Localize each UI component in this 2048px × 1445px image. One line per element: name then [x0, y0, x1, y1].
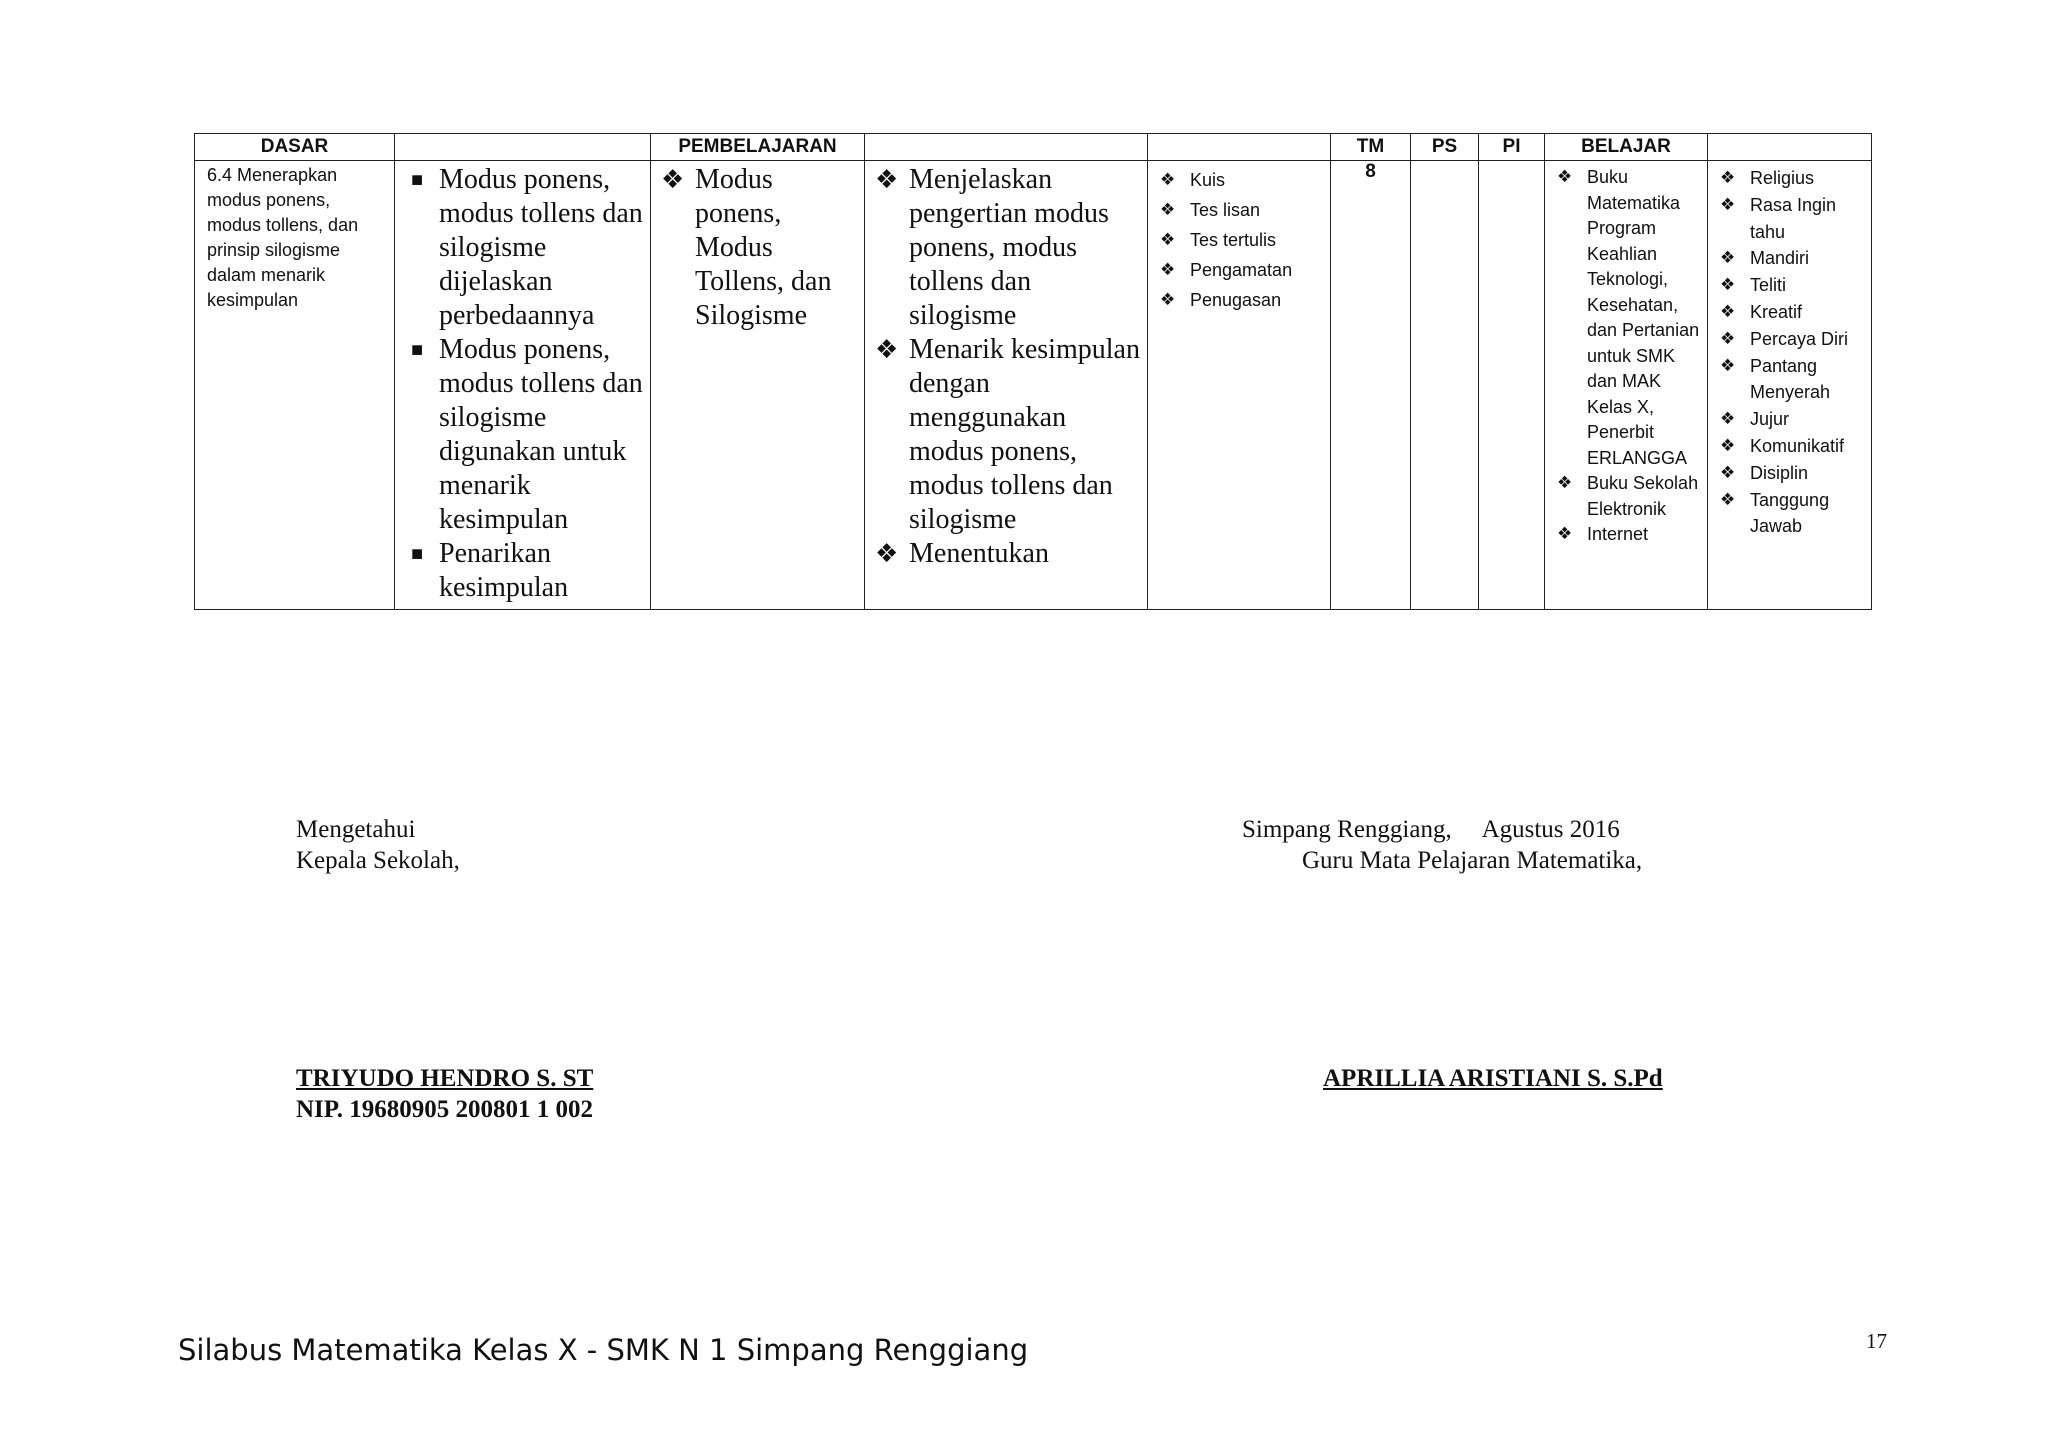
list-item: ❖ Buku Matematika Program Keahlian Teknologi, Kesehatan, dan Pertanian untuk SMK dan MAK Kelas X, Penerbit ERLANGGA [1557, 167, 1700, 468]
cell-ps [1411, 161, 1479, 610]
diamond-bullet-icon: ❖ [1557, 524, 1573, 544]
list-item: ❖ Penugasan [1160, 285, 1326, 315]
sumber-list [1545, 161, 1707, 548]
list-item: ❖ Tes lisan [1160, 195, 1326, 225]
diamond-bullet-icon: ❖ [1720, 328, 1736, 349]
footer-title: Silabus Matematika Kelas X - SMK N 1 Simpang Renggiang [178, 1333, 1029, 1367]
place-date: Simpang Renggiang, Agustus 2016 [1242, 816, 1620, 843]
cell-penilaian [1148, 161, 1331, 610]
diamond-bullet-icon: ❖ [1720, 409, 1736, 430]
left-signature-header [296, 814, 460, 876]
square-bullet-icon: ■ [411, 543, 424, 565]
diamond-bullet-icon: ❖ [875, 335, 899, 365]
diamond-bullet-icon: ❖ [1720, 275, 1736, 296]
cell-materi [651, 161, 865, 610]
square-bullet-icon: ■ [411, 169, 424, 191]
list-item: ❖ Menarik kesimpulan dengan menggunakan modus ponens, modus tollens dan silogisme [875, 334, 1140, 535]
guru-name: APRILLIA ARISTIANI S. S.Pd [1323, 1065, 1663, 1092]
list-item: ■ Modus ponens, modus tollens dan silogisme digunakan untuk menarik kesimpulan [411, 334, 643, 535]
cell-karakter [1708, 161, 1872, 610]
diamond-bullet-icon: ❖ [1720, 301, 1736, 322]
diamond-bullet-icon: ❖ [875, 539, 899, 569]
square-bullet-icon: ■ [411, 339, 424, 361]
karakter-list [1708, 161, 1871, 540]
kepala-sekolah-label: Kepala Sekolah, [296, 847, 460, 874]
list-item: ❖ Rasa Ingin tahu [1720, 192, 1867, 246]
list-item: ❖ Menjelaskan pengertian modus ponens, modus tollens dan silogisme [875, 164, 1109, 331]
table-row [195, 161, 1872, 610]
diamond-bullet-icon: ❖ [1720, 168, 1736, 188]
penilaian-list [1148, 161, 1330, 315]
cell-indikator [395, 161, 651, 610]
mengetahui-label: Mengetahui [296, 816, 416, 843]
diamond-bullet-icon: ❖ [1720, 489, 1736, 510]
diamond-bullet-icon: ❖ [875, 165, 899, 195]
diamond-bullet-icon: ❖ [1160, 230, 1176, 250]
diamond-bullet-icon: ❖ [1720, 462, 1736, 483]
list-item: ❖ Mandiri [1720, 245, 1867, 272]
header-pembelajaran: PEMBELAJARAN [651, 134, 865, 161]
list-item: ❖ Tanggung Jawab [1720, 487, 1867, 541]
kegiatan-list [865, 161, 1147, 571]
table-header-row [195, 134, 1872, 161]
list-item: ❖ Religius [1720, 165, 1867, 192]
diamond-bullet-icon: ❖ [1720, 194, 1736, 215]
header-dasar: DASAR [195, 134, 395, 161]
list-item: ❖ Internet [1557, 522, 1703, 548]
header-ps: PS [1411, 134, 1479, 161]
list-item: ❖ Pengamatan [1160, 255, 1326, 285]
list-item: ❖ Percaya Diri [1720, 326, 1867, 353]
list-item: ❖ Komunikatif [1720, 433, 1867, 460]
list-item: ■ Modus ponens, modus tollens dan silogisme dijelaskan perbedaannya [411, 164, 643, 331]
list-item: ❖ Disiplin [1720, 460, 1867, 487]
diamond-bullet-icon: ❖ [1160, 260, 1176, 280]
list-item: ❖ Tes tertulis [1160, 225, 1326, 255]
diamond-bullet-icon: ❖ [1720, 355, 1736, 376]
diamond-bullet-icon: ❖ [1720, 435, 1736, 456]
header-tm: TM [1331, 134, 1411, 161]
list-item: ❖ Jujur [1720, 406, 1867, 433]
materi-list [651, 161, 864, 333]
list-item: ❖ Buku Sekolah Elektronik [1557, 473, 1699, 519]
cell-kompetensi-dasar [195, 161, 395, 610]
header-belajar: BELAJAR [1545, 134, 1708, 161]
kompetensi-dasar-text: 6.4 Menerapkan modus ponens, modus tollens, dan prinsip silogisme dalam menarik kesimpulan [207, 165, 359, 310]
page-number: 17 [1866, 1329, 1887, 1353]
diamond-bullet-icon: ❖ [1160, 290, 1176, 310]
header-indikator [395, 134, 651, 161]
cell-sumber-belajar [1545, 161, 1708, 610]
cell-pi [1479, 161, 1545, 610]
list-item: ❖ Teliti [1720, 272, 1867, 299]
header-pi: PI [1479, 134, 1545, 161]
header-penilaian [1148, 134, 1331, 161]
left-signature-name-block [296, 1063, 593, 1125]
diamond-bullet-icon: ❖ [1720, 248, 1736, 269]
diamond-bullet-icon: ❖ [1557, 167, 1573, 187]
kepala-sekolah-name: TRIYUDO HENDRO S. ST [296, 1065, 594, 1092]
list-item: ❖ Kuis [1160, 165, 1326, 195]
diamond-bullet-icon: ❖ [1160, 170, 1176, 190]
diamond-bullet-icon: ❖ [661, 165, 685, 195]
guru-role-label: Guru Mata Pelajaran Matematika, [1302, 847, 1643, 874]
indikator-list [395, 161, 650, 605]
cell-kegiatan [865, 161, 1148, 610]
kepala-sekolah-nip: NIP. 19680905 200801 1 002 [296, 1096, 594, 1123]
list-item: ■ Penarikan kesimpulan [411, 538, 569, 603]
list-item: ❖ Menentukan [875, 538, 1049, 569]
diamond-bullet-icon: ❖ [1160, 200, 1176, 220]
syllabus-table [194, 133, 1872, 610]
diamond-bullet-icon: ❖ [1557, 473, 1573, 493]
list-item: ❖ Pantang Menyerah [1720, 353, 1867, 407]
list-item: ❖ Kreatif [1720, 299, 1867, 326]
header-karakter [1708, 134, 1872, 161]
cell-tm: 8 [1331, 161, 1411, 610]
header-kegiatan [865, 134, 1148, 161]
list-item: ❖ Modus ponens, Modus Tollens, dan Silogisme [661, 164, 832, 331]
